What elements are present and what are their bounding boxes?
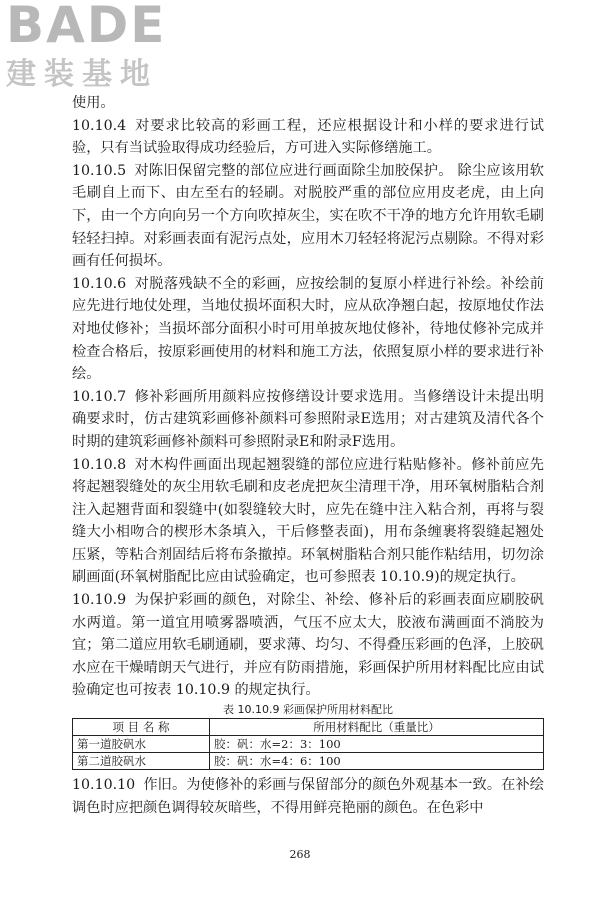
table-row <box>73 736 544 753</box>
clause-text: 作旧。为使修补的彩画与保留部分的颜色外观基本一致。在补绘调色时应把颜色调得较灰暗些，不得用鲜亮艳丽的颜色。在色彩中 <box>72 777 544 816</box>
clause-number: 10.10.9 <box>72 592 127 609</box>
clause-10-10-8 <box>72 454 544 590</box>
clause-number: 10.10.7 <box>72 388 127 405</box>
clause-number: 10.10.4 <box>72 117 127 134</box>
table-header-cell: 所用材料配比（重量比） <box>210 719 544 736</box>
table-header-row <box>73 719 544 736</box>
logo-wordmark: BADE <box>6 0 167 54</box>
clause-text: 修补彩画所用颜料应按修缮设计要求选用。当修缮设计未提出明确要求时，仿古建筑彩画修补颜料可参照附录E选用；对古建筑及清代各个时期的建筑彩画修补颜料可参照附录E和附录F选用。 <box>72 388 544 450</box>
table-caption: 表 10.10.9 彩画保护所用材料配比 <box>223 703 393 717</box>
clause-number: 10.10.8 <box>72 456 127 473</box>
table-cell: 第一道胶矾水 <box>73 736 210 753</box>
clause-number: 10.10.6 <box>72 275 127 292</box>
table-row <box>73 753 544 770</box>
clause-number: 10.10.10 <box>72 777 136 794</box>
document-body <box>72 92 544 819</box>
clause-text: 对脱落残缺不全的彩画，应按绘制的复原小样进行补绘。补绘前应先进行地仗处理，当地仗损坏面积大时，应从砍净翘白起，按原地仗作法对地仗修补；当损坏部分面积小时可用单披灰地仗修补，待地仗修补完成并检查合格后，按原彩画使用的材料和施工方法，依照复原小样的要求进行补绘。 <box>72 275 544 383</box>
clause-10-10-7 <box>72 386 544 454</box>
table-cell: 第二道胶矾水 <box>73 753 210 770</box>
paragraph-continuation: 使用。 <box>72 95 115 111</box>
bade-logo <box>0 0 170 100</box>
table-header-cell: 项 目 名 称 <box>73 719 210 736</box>
material-ratio-table <box>72 718 544 770</box>
table-cell: 胶：矾：水=2：3：100 <box>210 736 544 753</box>
logo-chinese-text: 建装基地 <box>6 57 158 92</box>
page-number: 268 <box>289 848 311 861</box>
clause-10-10-9 <box>72 589 544 702</box>
clause-10-10-5 <box>72 160 544 273</box>
clause-number: 10.10.5 <box>72 162 127 179</box>
clause-10-10-10 <box>72 774 544 819</box>
clause-10-10-4 <box>72 115 544 160</box>
clause-10-10-6 <box>72 273 544 386</box>
clause-text: 对要求比较高的彩画工程，还应根据设计和小样的要求进行试验，只有当试验取得成功经验后，方可进入实际修缮施工。 <box>72 117 544 157</box>
clause-text: 对陈旧保留完整的部位应进行画面除尘加胶保护。 除尘应该用软毛刷自上而下、由左至右的轻刷。对脱胶严重的部位应用皮老虎，由上向下，由一个方向向另一个方向吹掉灰尘，实在吹不干净的地方允许用软毛刷轻轻扫掉。对彩画表面有泥污点处，应用木刀轻轻将泥污点剔除。不得对彩画有任何损坏。 <box>72 162 544 270</box>
table-cell: 胶：矾：水=4：6：100 <box>210 753 544 770</box>
clause-text: 为保护彩画的颜色，对除尘、补绘、修补后的彩画表面应刷胶矾水两道。第一道宜用喷雾器喷洒，气压不应太大，胶液布满画面不淌胶为宜；第二道应用软毛刷通刷，要求薄、均匀、不得叠压彩画的色泽，上胶矾水应在干燥晴朗天气进行，并应有防雨措施，彩画保护所用材料配比应由试验确定也可按表 10.10.9 的规定执行。 <box>72 592 544 699</box>
clause-text: 对木构件画面出现起翘裂缝的部位应进行粘贴修补。修补前应先将起翘裂缝处的灰尘用软毛刷和皮老虎把灰尘清理干净，用环氧树脂粘合剂注入起翘背面和裂缝中(如裂缝较大时，应先在缝中注入粘合剂，再将与裂缝大小相吻合的楔形木条填入，干后修整表面)，用布条缠裹将裂缝起翘处压紧，等粘合剂固结后将布条撤掉。环氧树脂粘合剂只能作粘结用，切勿涂刷画面(环氧树脂配比应由试验确定，也可参照表 10.10.9)的规定执行。 <box>72 456 544 586</box>
